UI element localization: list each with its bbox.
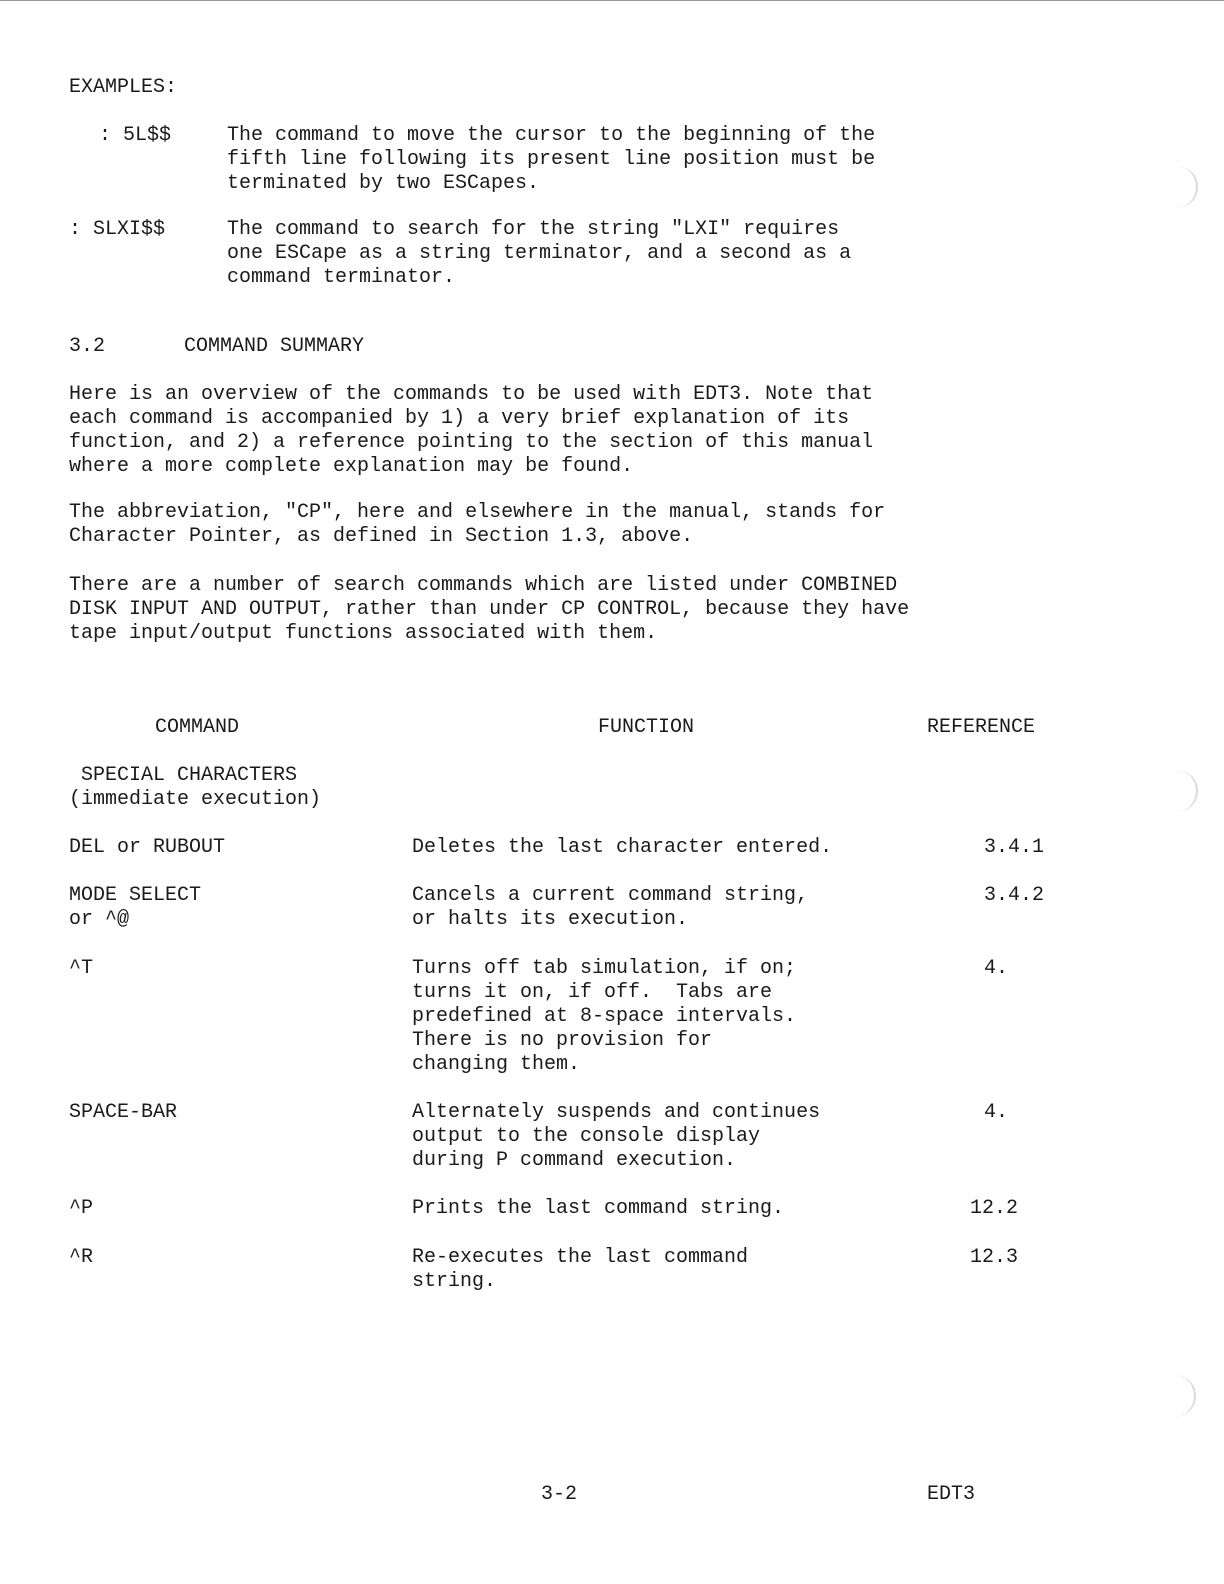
page-top-edge [0, 0, 1224, 1]
table-cell-function: Prints the last command string. [412, 1197, 785, 1220]
table-cell-function: Deletes the last character entered. [412, 836, 833, 859]
section-number: 3.2 [69, 335, 106, 358]
binder-hole-mark [1168, 1375, 1196, 1417]
example-description: The command to move the cursor to the beginning of the fifth line following its present line position must be terminated by two ESCapes. [227, 124, 876, 195]
section-title: COMMAND SUMMARY [184, 335, 365, 358]
binder-hole-mark [1170, 166, 1198, 208]
body-paragraph: The abbreviation, "CP", here and elsewhere in the manual, stands for Character Pointer, as defined in Section 1.3, above. [69, 501, 886, 548]
table-group-title: SPECIAL CHARACTERS (immediate execution) [69, 764, 322, 811]
example-command: : 5L$$ [99, 124, 172, 147]
table-cell-reference: 3.4.1 [984, 836, 1045, 859]
page-number: 3-2 [541, 1483, 578, 1506]
table-cell-reference: 12.2 [970, 1197, 1019, 1220]
example-command: : SLXI$$ [69, 218, 166, 241]
table-cell-function: Re-executes the last command string. [412, 1246, 749, 1293]
table-cell-function: Alternately suspends and continues output to the console display during P command execution. [412, 1101, 821, 1172]
table-cell-command: DEL or RUBOUT [69, 836, 226, 859]
table-cell-function: Turns off tab simulation, if on; turns it on, if off. Tabs are predefined at 8-space intervals. There is no provision for changing them. [412, 957, 797, 1076]
table-cell-command: SPACE-BAR [69, 1101, 178, 1124]
table-cell-command: ^T [69, 957, 94, 980]
table-cell-command: ^P [69, 1197, 94, 1220]
table-cell-reference: 4. [984, 1101, 1009, 1124]
column-header-function: FUNCTION [598, 716, 695, 739]
examples-heading: EXAMPLES: [69, 76, 178, 99]
column-header-reference: REFERENCE [927, 716, 1036, 739]
table-cell-command: ^R [69, 1246, 94, 1269]
table-cell-command: MODE SELECT or ^@ [69, 884, 202, 931]
body-paragraph: There are a number of search commands which are listed under COMBINED DISK INPUT AND OUTPUT, rather than under CP CONTROL, because they have tape input/output functions associated with them. [69, 574, 910, 645]
binder-hole-mark [1170, 770, 1198, 812]
body-paragraph: Here is an overview of the commands to be used with EDT3. Note that each command is accompanied by 1) a very brief explanation of its function, and 2) a reference pointing to the section of this manual where a more complete explanation may be found. [69, 383, 874, 478]
column-header-command: COMMAND [155, 716, 240, 739]
table-cell-reference: 3.4.2 [984, 884, 1045, 907]
table-cell-function: Cancels a current command string, or halts its execution. [412, 884, 809, 931]
table-cell-reference: 12.3 [970, 1246, 1019, 1269]
document-name: EDT3 [927, 1483, 976, 1506]
example-description: The command to search for the string "LXI" requires one ESCape as a string terminator, and a second as a command terminator. [227, 218, 852, 289]
table-cell-reference: 4. [984, 957, 1009, 980]
